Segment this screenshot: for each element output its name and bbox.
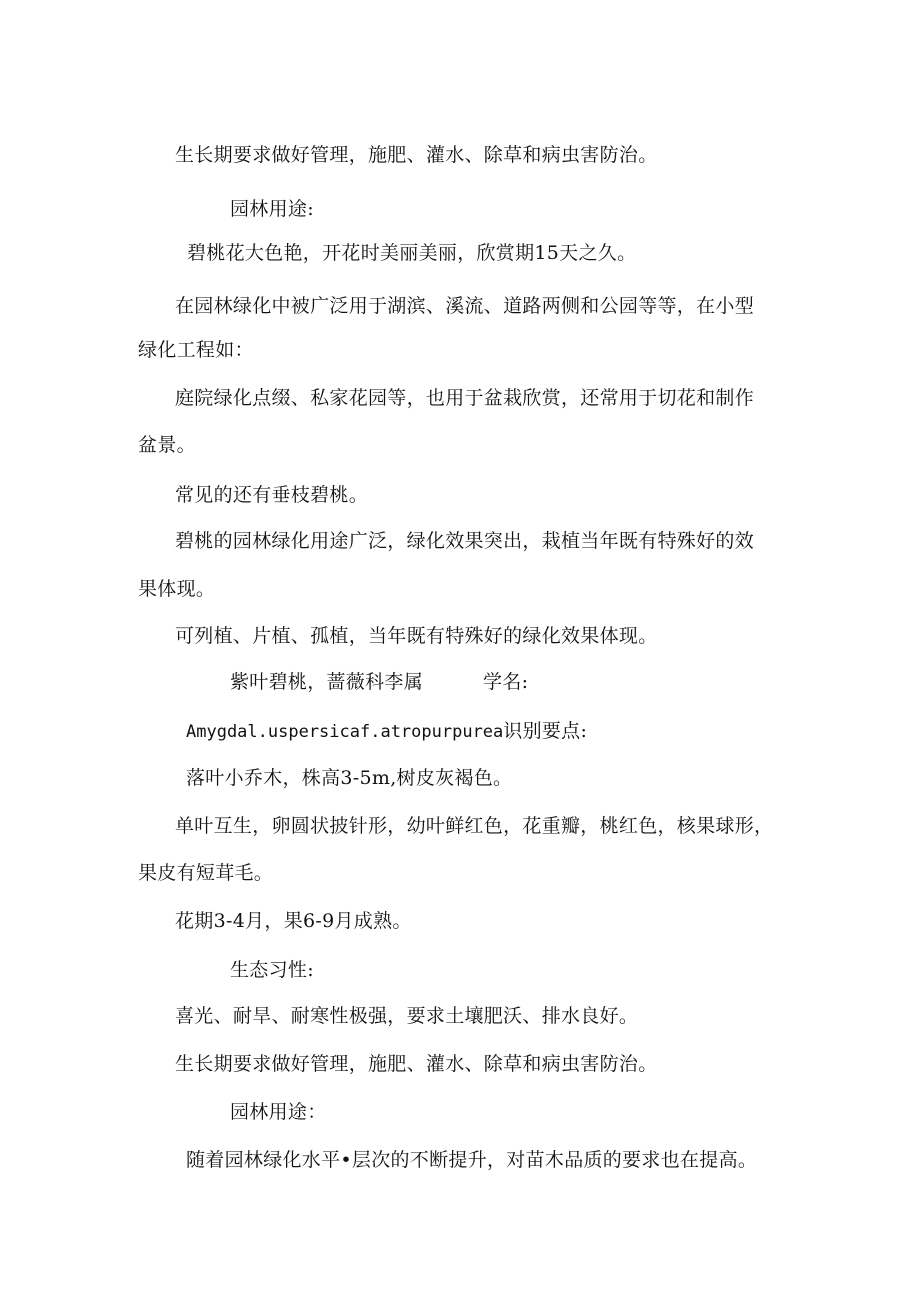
paragraph [186,719,587,744]
section-heading [230,670,528,694]
paragraph: 喜光、耐旱、耐寒性极强，要求土壤肥沃、排水良好。 [175,1005,639,1027]
paragraph: 随着园林绿化水平•层次的不断提升，对苗木品质的要求也在提高。 [186,1149,758,1171]
paragraph-continuation: 绿化工程如： [138,339,254,361]
paragraph: 单叶互生，卵圆状披针形，幼叶鲜红色，花重瓣，桃红色，核果球形， [175,815,774,837]
paragraph: 庭院绿化点缀、私家花园等，也用于盆栽欣赏，还常用于切花和制作 [175,387,755,409]
section-heading: 园林用途： [230,1101,327,1123]
paragraph: 生长期要求做好管理，施肥、灌水、除草和病虫害防治。 [175,1053,658,1075]
paragraph: 碧桃花大色艳，开花时美丽美丽，欣赏期15天之久。 [187,242,637,264]
paragraph: 碧桃的园林绿化用途广泛，绿化效果突出，栽植当年既有特殊好的效 [175,530,755,552]
paragraph: 落叶小乔木，株高3-5m,树皮灰褐色。 [186,767,513,789]
scientific-name: Amygdal.uspersicaf.atropurpurea [186,722,504,742]
paragraph-continuation: 盆景。 [138,434,196,456]
paragraph: 在园林绿化中被广泛用于湖滨、溪流、道路两侧和公园等等，在小型 [175,295,755,317]
identification-label: 识别要点: [503,720,588,742]
scientific-name-label: 学名: [483,671,529,693]
paragraph-continuation: 果皮有短茸毛。 [138,862,274,884]
paragraph: 花期3-4月，果6-9月成熟。 [175,910,412,932]
species-name: 紫叶碧桃，蔷薇科李属 [230,671,424,693]
paragraph-continuation: 果体现。 [138,578,216,600]
section-heading: 生态习性: [230,959,314,981]
paragraph: 可列植、片植、孤植，当年既有特殊好的绿化效果体现。 [175,625,658,647]
section-heading: 园林用途: [230,198,314,220]
paragraph: 常见的还有垂枝碧桃。 [175,484,369,506]
paragraph: 生长期要求做好管理，施肥、灌水、除草和病虫害防治。 [175,144,658,166]
